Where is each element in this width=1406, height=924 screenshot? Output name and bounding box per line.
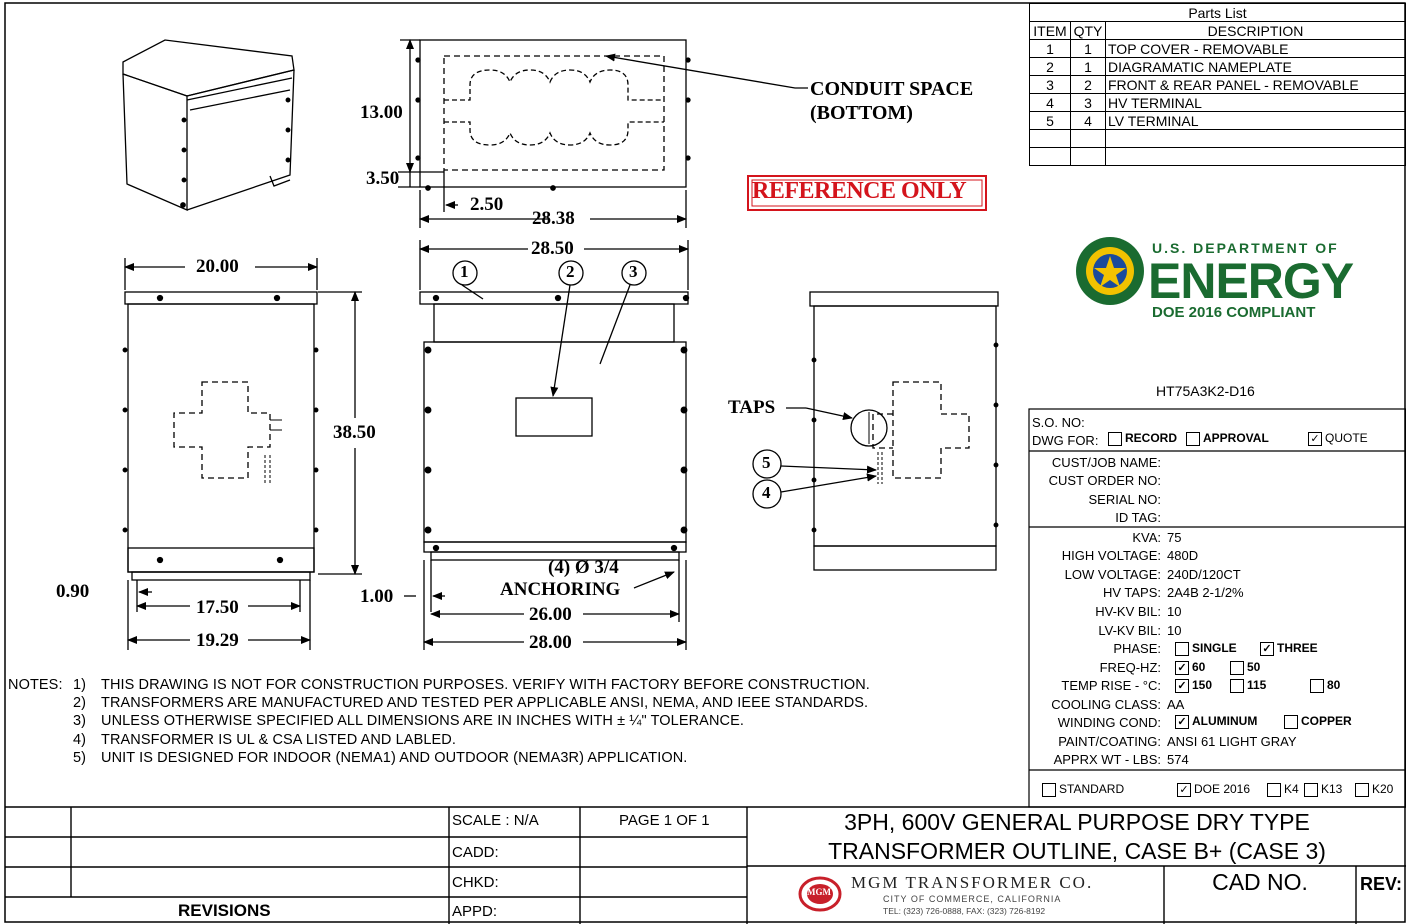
dim-3-50: 3.50 bbox=[366, 168, 400, 189]
company-name: MGM TRANSFORMER CO. bbox=[851, 873, 1094, 892]
lvbil-label: LV-KV BIL: bbox=[1098, 623, 1161, 638]
temp-150-checkbox[interactable]: ✓ bbox=[1175, 679, 1189, 693]
hvbil-value: 10 bbox=[1167, 604, 1182, 619]
notes-label: NOTES: bbox=[8, 677, 63, 693]
company-city: CITY OF COMMERCE, CALIFORNIA bbox=[883, 894, 1062, 904]
balloon-3-label: 3 bbox=[629, 262, 638, 281]
dim-28-38: 28.38 bbox=[532, 208, 575, 229]
serial-label: SERIAL NO: bbox=[1088, 492, 1161, 507]
phase-label: PHASE: bbox=[1113, 641, 1161, 656]
phase-three-option[interactable] bbox=[1260, 641, 1318, 656]
rev-label: REV: bbox=[1360, 874, 1403, 894]
left-side-view bbox=[123, 258, 362, 650]
scale-label: SCALE : N/A bbox=[452, 812, 539, 829]
taps-spec-label: HV TAPS: bbox=[1102, 585, 1161, 600]
temp-150-label: 150 bbox=[1192, 678, 1213, 692]
note-text: UNLESS OTHERWISE SPECIFIED ALL DIMENSIONS ARE IN INCHES WITH ± ¼" TOLERANCE. bbox=[101, 713, 745, 729]
anchoring-label: ANCHORING bbox=[500, 579, 621, 600]
parts-qty: 3 bbox=[1071, 94, 1106, 112]
winding-copper-option[interactable] bbox=[1284, 714, 1352, 729]
freq-label: FREQ-HZ: bbox=[1099, 660, 1161, 675]
dim-20-00: 20.00 bbox=[196, 256, 239, 277]
kva-value: 75 bbox=[1167, 530, 1182, 545]
record-checkbox[interactable] bbox=[1108, 432, 1122, 446]
parts-list-title: Parts List bbox=[1030, 4, 1406, 22]
parts-item: 4 bbox=[1030, 94, 1071, 112]
lv-label: LOW VOLTAGE: bbox=[1064, 567, 1161, 582]
temp-label: TEMP RISE - °C: bbox=[1061, 678, 1161, 693]
balloon-5-label: 5 bbox=[762, 453, 771, 472]
note-number: 2) bbox=[73, 695, 87, 711]
appd-label: APPD: bbox=[452, 903, 498, 920]
record-label: RECORD bbox=[1125, 431, 1178, 445]
note-text: THIS DRAWING IS NOT FOR CONSTRUCTION PURPOSES. VERIFY WITH FACTORY BEFORE CONSTRUCTION. bbox=[101, 677, 870, 693]
dim-1-00: 1.00 bbox=[360, 586, 394, 607]
doe-line2: ENERGY bbox=[1148, 253, 1354, 309]
revisions-label: REVISIONS bbox=[178, 901, 271, 920]
temp-80-checkbox[interactable] bbox=[1310, 679, 1324, 693]
parts-header-qty: QTY bbox=[1071, 22, 1106, 40]
k4-checkbox[interactable] bbox=[1267, 783, 1281, 797]
dim-13-00: 13.00 bbox=[360, 102, 403, 123]
anchoring-dia: (4) Ø 3/4 bbox=[548, 557, 619, 578]
cust-job-label: CUST/JOB NAME: bbox=[1051, 455, 1161, 470]
dim-0-90: 0.90 bbox=[56, 581, 90, 602]
conduit-sub-label: (BOTTOM) bbox=[810, 102, 913, 124]
cooling-value: AA bbox=[1167, 697, 1185, 712]
dim-28-50: 28.50 bbox=[531, 238, 574, 259]
copper-checkbox[interactable] bbox=[1284, 715, 1298, 729]
chkd-label: CHKD: bbox=[452, 874, 499, 891]
quote-option[interactable] bbox=[1308, 431, 1368, 446]
temp-150-option[interactable] bbox=[1175, 678, 1212, 693]
cooling-label: COOLING CLASS: bbox=[1051, 697, 1161, 712]
parts-description: LV TERMINAL bbox=[1106, 112, 1406, 130]
so-no-label: S.O. NO: bbox=[1032, 415, 1085, 430]
dim-19-29: 19.29 bbox=[196, 630, 239, 651]
balloon-1-label: 1 bbox=[460, 262, 469, 281]
parts-qty: 1 bbox=[1071, 58, 1106, 76]
weight-value: 574 bbox=[1167, 752, 1189, 767]
doe-line1: U.S. DEPARTMENT OF bbox=[1152, 240, 1339, 256]
table-row bbox=[1030, 94, 1406, 112]
approval-option[interactable] bbox=[1186, 431, 1269, 446]
parts-header-description: DESCRIPTION bbox=[1106, 22, 1406, 40]
mgm-logo-text: MGM bbox=[807, 887, 831, 897]
freq-50-option[interactable] bbox=[1230, 660, 1260, 675]
hv-value: 480D bbox=[1167, 548, 1199, 563]
taps-label: TAPS bbox=[728, 397, 776, 418]
dim-28-00: 28.00 bbox=[529, 632, 572, 653]
k13-option[interactable] bbox=[1304, 782, 1342, 797]
doe2016-label: DOE 2016 bbox=[1194, 782, 1251, 796]
freq-50-label: 50 bbox=[1247, 660, 1261, 674]
hvbil-label: HV-KV BIL: bbox=[1095, 604, 1161, 619]
dim-38-50: 38.50 bbox=[333, 422, 376, 443]
balloon-2-label: 2 bbox=[566, 262, 575, 281]
aluminum-checkbox[interactable]: ✓ bbox=[1175, 715, 1189, 729]
table-row-empty bbox=[1030, 130, 1406, 148]
cadd-label: CADD: bbox=[452, 844, 499, 861]
single-checkbox[interactable] bbox=[1175, 642, 1189, 656]
temp-80-option[interactable] bbox=[1310, 678, 1340, 693]
note-number: 1) bbox=[73, 677, 87, 693]
standard-option[interactable] bbox=[1042, 782, 1124, 797]
freq-60-checkbox[interactable]: ✓ bbox=[1175, 661, 1189, 675]
table-row bbox=[1030, 58, 1406, 76]
parts-item: 5 bbox=[1030, 112, 1071, 130]
freq-60-option[interactable] bbox=[1175, 660, 1205, 675]
right-side-view bbox=[753, 292, 998, 570]
aluminum-label: ALUMINUM bbox=[1192, 714, 1258, 728]
record-option[interactable] bbox=[1108, 431, 1177, 446]
approval-checkbox[interactable] bbox=[1186, 432, 1200, 446]
doe-line3: DOE 2016 COMPLIANT bbox=[1152, 304, 1316, 321]
temp-115-checkbox[interactable] bbox=[1230, 679, 1244, 693]
quote-checkbox[interactable]: ✓ bbox=[1308, 432, 1322, 446]
parts-item: 3 bbox=[1030, 76, 1071, 94]
winding-aluminum-option[interactable] bbox=[1175, 714, 1257, 729]
parts-qty: 4 bbox=[1071, 112, 1106, 130]
k4-label: K4 bbox=[1284, 782, 1299, 796]
k13-label: K13 bbox=[1321, 782, 1343, 796]
reference-only-label: REFERENCE ONLY bbox=[752, 178, 967, 204]
cust-order-label: CUST ORDER NO: bbox=[1048, 473, 1161, 488]
weight-label: APPRX WT - LBS: bbox=[1053, 752, 1161, 767]
hv-label: HIGH VOLTAGE: bbox=[1061, 548, 1161, 563]
copper-label: COPPER bbox=[1301, 714, 1352, 728]
temp-115-option[interactable] bbox=[1230, 678, 1266, 693]
winding-label: WINDING COND: bbox=[1057, 715, 1161, 730]
note-text: TRANSFORMER IS UL & CSA LISTED AND LABLED. bbox=[101, 732, 456, 748]
balloon-4-label: 4 bbox=[762, 483, 771, 502]
taps-spec-value: 2A4B 2-1/2% bbox=[1167, 585, 1244, 600]
note-text: UNIT IS DESIGNED FOR INDOOR (NEMA1) AND OUTDOOR (NEMA3R) APPLICATION. bbox=[101, 750, 688, 766]
doe-seal-icon bbox=[1076, 237, 1144, 305]
k20-option[interactable] bbox=[1355, 782, 1393, 797]
freq-50-checkbox[interactable] bbox=[1230, 661, 1244, 675]
parts-header-item: ITEM bbox=[1030, 22, 1071, 40]
dim-2-50: 2.50 bbox=[470, 194, 504, 215]
note-text: TRANSFORMERS ARE MANUFACTURED AND TESTED PER APPLICABLE ANSI, NEMA, AND IEEE STANDARDS. bbox=[101, 695, 869, 711]
doe2016-option[interactable] bbox=[1177, 782, 1250, 797]
title-line-1: 3PH, 600V GENERAL PURPOSE DRY TYPE bbox=[844, 809, 1310, 835]
k4-option[interactable] bbox=[1267, 782, 1299, 797]
temp-80-label: 80 bbox=[1327, 678, 1341, 692]
title-line-2: TRANSFORMER OUTLINE, CASE B+ (CASE 3) bbox=[828, 838, 1326, 864]
three-checkbox[interactable]: ✓ bbox=[1260, 642, 1274, 656]
dwg-for-label: DWG FOR: bbox=[1032, 433, 1099, 448]
note-number: 3) bbox=[73, 713, 87, 729]
parts-item: 2 bbox=[1030, 58, 1071, 76]
dim-26-00: 26.00 bbox=[529, 604, 572, 625]
parts-list-table bbox=[1029, 3, 1406, 166]
standard-checkbox[interactable] bbox=[1042, 783, 1056, 797]
freq-60-label: 60 bbox=[1192, 660, 1206, 674]
kva-label: KVA: bbox=[1132, 530, 1161, 545]
id-tag-label: ID TAG: bbox=[1115, 510, 1161, 525]
top-view bbox=[398, 40, 808, 228]
parts-qty: 2 bbox=[1071, 76, 1106, 94]
paint-label: PAINT/COATING: bbox=[1058, 734, 1161, 749]
note-number: 5) bbox=[73, 750, 87, 766]
three-label: THREE bbox=[1277, 641, 1318, 655]
table-row bbox=[1030, 76, 1406, 94]
single-label: SINGLE bbox=[1192, 641, 1237, 655]
temp-115-label: 115 bbox=[1247, 678, 1267, 692]
company-tel: TEL: (323) 726-0888, FAX: (323) 726-8192 bbox=[883, 906, 1046, 916]
parts-item: 1 bbox=[1030, 40, 1071, 58]
standard-label: STANDARD bbox=[1059, 782, 1125, 796]
parts-description: TOP COVER - REMOVABLE bbox=[1106, 40, 1406, 58]
iso-view bbox=[123, 40, 294, 210]
dim-17-50: 17.50 bbox=[196, 597, 239, 618]
doe2016-checkbox[interactable]: ✓ bbox=[1177, 783, 1191, 797]
table-row-empty bbox=[1030, 148, 1406, 166]
conduit-label: CONDUIT SPACE bbox=[810, 78, 974, 100]
quote-label: QUOTE bbox=[1325, 431, 1368, 445]
paint-value: ANSI 61 LIGHT GRAY bbox=[1167, 734, 1297, 749]
parts-description: HV TERMINAL bbox=[1106, 94, 1406, 112]
parts-description: FRONT & REAR PANEL - REMOVABLE bbox=[1106, 76, 1406, 94]
lvbil-value: 10 bbox=[1167, 623, 1182, 638]
model-number: HT75A3K2-D16 bbox=[1156, 383, 1255, 399]
cad-no-label: CAD NO. bbox=[1212, 869, 1308, 895]
parts-qty: 1 bbox=[1071, 40, 1106, 58]
table-row bbox=[1030, 40, 1406, 58]
table-row bbox=[1030, 112, 1406, 130]
approval-label: APPROVAL bbox=[1203, 431, 1269, 445]
phase-single-option[interactable] bbox=[1175, 641, 1237, 656]
k20-checkbox[interactable] bbox=[1355, 783, 1369, 797]
note-number: 4) bbox=[73, 732, 87, 748]
k13-checkbox[interactable] bbox=[1304, 783, 1318, 797]
parts-description: DIAGRAMATIC NAMEPLATE bbox=[1106, 58, 1406, 76]
k20-label: K20 bbox=[1372, 782, 1394, 796]
lv-value: 240D/120CT bbox=[1167, 567, 1241, 582]
page-label: PAGE 1 OF 1 bbox=[619, 812, 710, 829]
